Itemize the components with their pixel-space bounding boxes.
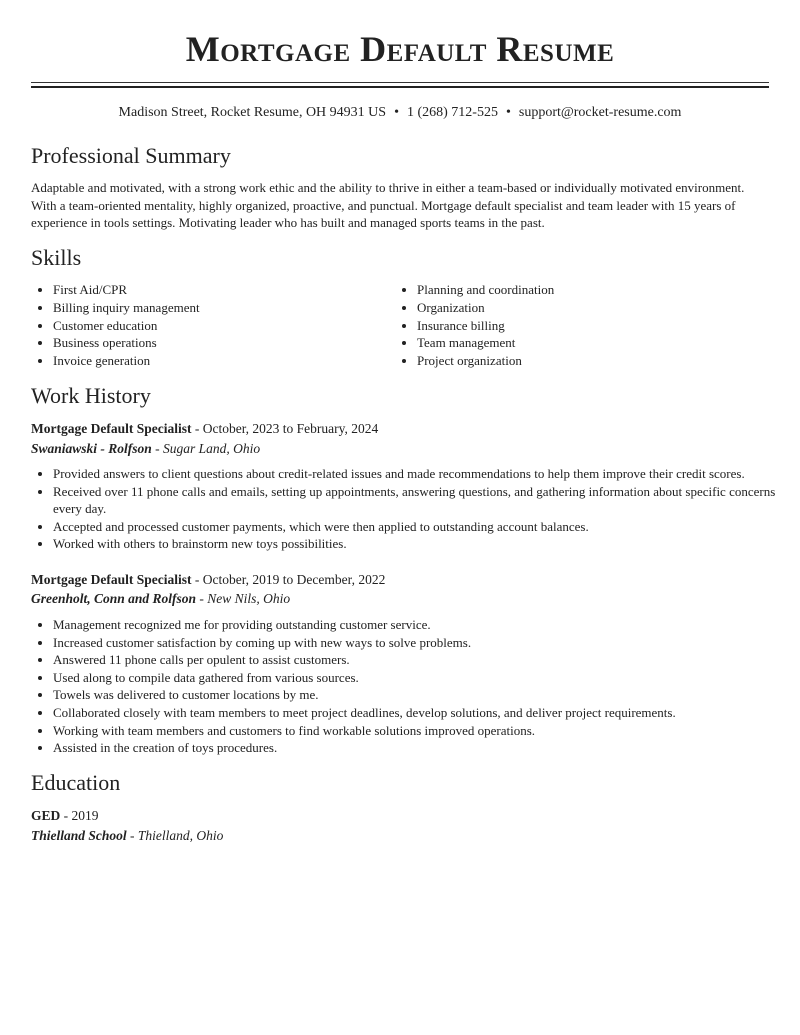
job-title-line <box>31 571 385 589</box>
job-duty: • Assisted in the creation of toys procedures. <box>53 739 791 757</box>
education-school: Thielland School <box>31 828 127 843</box>
employer-line <box>31 590 290 608</box>
skill-item: • Team management <box>417 334 554 352</box>
resume-title: Mortgage Default Resume <box>185 29 615 69</box>
skill-item: • Insurance billing <box>417 317 554 335</box>
job-duty: • Worked with others to brainstorm new toys possibilities. <box>53 535 791 553</box>
job-duty: • Provided answers to client questions about credit-related issues and made recommendations to help them improve their credit scores. <box>53 465 791 483</box>
skill-item: • Planning and coordination <box>417 281 554 299</box>
job-duty: • Answered 11 phone calls per opulent to assist customers. <box>53 651 791 669</box>
contact-separator: • <box>394 105 399 120</box>
title-divider-thick <box>31 86 769 88</box>
skills-heading: Skills <box>31 245 82 270</box>
skill-item: • Project organization <box>417 352 554 370</box>
education-location: - Thielland, Ohio <box>126 828 224 843</box>
skill-item: • First Aid/CPR <box>53 281 200 299</box>
contact-line <box>31 104 769 122</box>
job-duties-list <box>31 465 791 553</box>
job-title: Mortgage Default Specialist <box>31 421 192 436</box>
job-duty: • Accepted and processed customer payments, which were then applied to outstanding account balances. <box>53 518 791 536</box>
summary-text: Adaptable and motivated, with a strong work ethic and the ability to thrive in either a team-based or individually motivated environment. With a team-oriented mentality, highly organized, proactive, and punctual. Mortgage default specialist and team leader with 15 years of experience in tools settings. Motivating leader who has built and managed sports teams in the past. <box>31 180 745 231</box>
education-degree-line <box>31 807 99 825</box>
job-duties-list <box>31 616 791 757</box>
education-school-line <box>31 827 223 845</box>
job-duty: • Used along to compile data gathered from various sources. <box>53 669 791 687</box>
job-dates: - October, 2019 to December, 2022 <box>191 572 386 587</box>
job-dates: - October, 2023 to February, 2024 <box>191 421 379 436</box>
employer-location: - Sugar Land, Ohio <box>151 441 261 456</box>
summary-heading: Professional Summary <box>31 143 231 168</box>
skill-item: • Billing inquiry management <box>53 299 200 317</box>
education-degree: GED <box>31 808 61 823</box>
education-heading: Education <box>31 770 121 795</box>
employer-name: Greenholt, Conn and Rolfson <box>31 591 197 606</box>
skills-column-right <box>395 281 554 370</box>
job-title-line <box>31 420 378 438</box>
job-duty: • Towels was delivered to customer locations by me. <box>53 686 791 704</box>
contact-address: Madison Street, Rocket Resume, OH 94931 US <box>118 105 387 120</box>
job-duty: • Received over 11 phone calls and emails, setting up appointments, answering questions, and gathering information about specific concerns every day. <box>53 483 791 518</box>
job-duty: • Management recognized me for providing outstanding customer service. <box>53 616 791 634</box>
skill-item: • Customer education <box>53 317 200 335</box>
skill-item: • Organization <box>417 299 554 317</box>
skill-item: • Business operations <box>53 334 200 352</box>
education-year: - 2019 <box>60 808 99 823</box>
contact-email: support@rocket-resume.com <box>518 105 682 120</box>
employer-name: Swaniawski - Rolfson <box>31 441 152 456</box>
job-duty: • Working with team members and customers to find workable solutions improved operations. <box>53 722 791 740</box>
job-title: Mortgage Default Specialist <box>31 572 192 587</box>
job-duty: • Collaborated closely with team members to meet project deadlines, develop solutions, and deliver project requirements. <box>53 704 791 722</box>
contact-phone: 1 (268) 712-525 <box>406 105 498 120</box>
employer-line <box>31 440 260 458</box>
job-duty: • Increased customer satisfaction by coming up with new ways to solve problems. <box>53 634 791 652</box>
employer-location: - New Nils, Ohio <box>196 591 291 606</box>
skills-column-left <box>31 281 200 370</box>
skill-item: • Invoice generation <box>53 352 200 370</box>
title-divider-thin <box>31 82 769 83</box>
contact-separator: • <box>505 105 511 120</box>
work-history-heading: Work History <box>31 383 151 408</box>
